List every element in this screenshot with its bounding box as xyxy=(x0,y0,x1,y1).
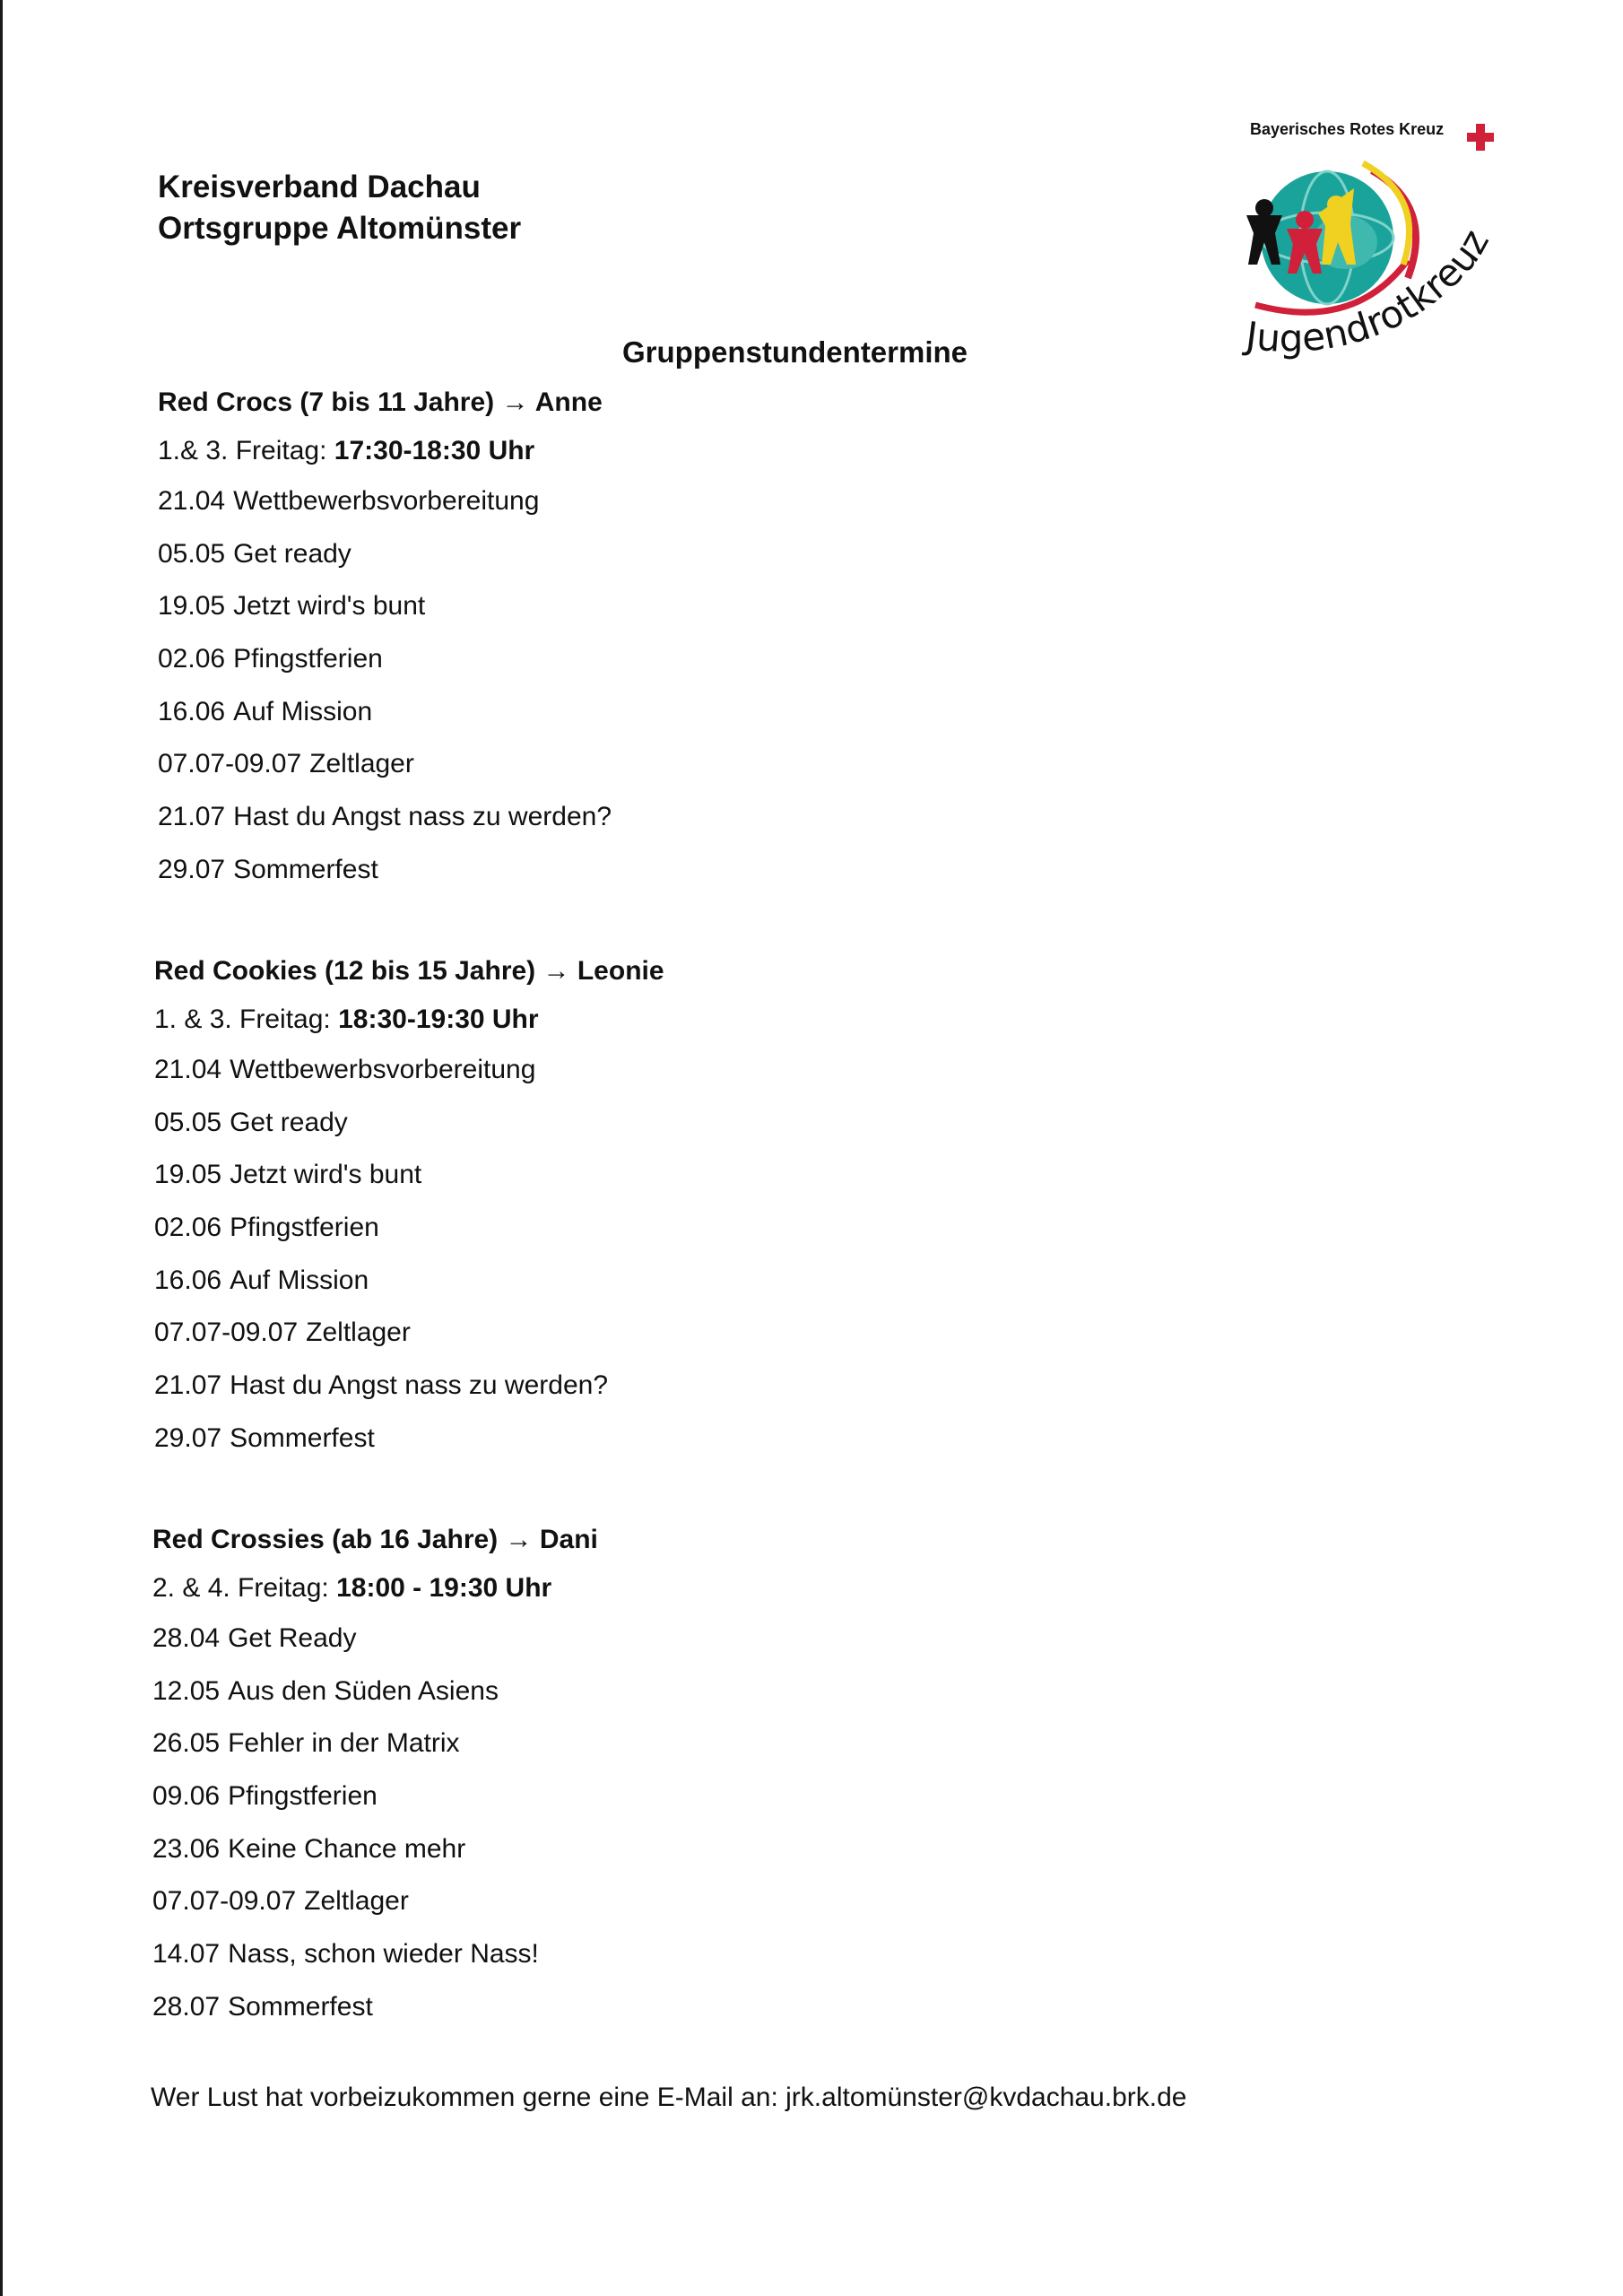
list-item: 14.07 Nass, schon wieder Nass! xyxy=(152,1939,539,1970)
arrow-right-icon: → xyxy=(505,1525,533,1554)
list-item: 02.06 Pfingstferien xyxy=(154,1213,379,1243)
jugendrotkreuz-logo xyxy=(1228,108,1524,377)
time-prefix: 2. & 4. Freitag: xyxy=(152,1573,329,1603)
list-item: 29.07 Sommerfest xyxy=(158,854,378,884)
scan-edge xyxy=(0,0,3,2296)
list-item: 21.04 Wettbewerbsvorbereitung xyxy=(158,486,540,516)
list-item: 21.07 Hast du Angst nass zu werden? xyxy=(158,802,612,832)
list-item: 05.05 Get ready xyxy=(154,1107,348,1137)
list-item: 23.06 Keine Chance mehr xyxy=(152,1833,466,1864)
list-item: 28.04 Get Ready xyxy=(152,1623,357,1653)
document-title: Gruppenstundentermine xyxy=(622,335,968,369)
group-heading xyxy=(158,378,612,427)
group-red-crossies xyxy=(152,1516,598,2034)
logo-graphic xyxy=(1228,108,1524,377)
group-leader: Dani xyxy=(539,1525,598,1554)
time-value: 17:30-18:30 Uhr xyxy=(334,436,535,465)
list-item: 09.06 Pfingstferien xyxy=(152,1781,378,1812)
group-heading xyxy=(152,1516,598,1564)
red-cross-icon xyxy=(1467,124,1494,151)
org-line-2: Ortsgruppe Altomünster xyxy=(158,211,522,246)
group-name: Red Cookies (12 bis 15 Jahre) xyxy=(154,956,536,986)
list-item: 28.07 Sommerfest xyxy=(152,1991,373,2022)
contact-email: jrk.altomünster@kvdachau.brk.de xyxy=(785,2083,1187,2112)
group-time xyxy=(154,996,664,1044)
list-item: 12.05 Aus den Süden Asiens xyxy=(152,1675,499,1706)
list-item: 16.06 Auf Mission xyxy=(158,696,373,726)
list-item: 21.04 Wettbewerbsvorbereitung xyxy=(154,1055,536,1084)
group-leader: Anne xyxy=(534,387,603,417)
organization-block xyxy=(158,167,521,249)
list-item: 07.07-09.07 Zeltlager xyxy=(152,1886,409,1917)
group-heading xyxy=(154,947,664,996)
group-leader: Leonie xyxy=(577,956,664,986)
group-name: Red Crossies (ab 16 Jahre) xyxy=(152,1525,499,1554)
list-item: 26.05 Fehler in der Matrix xyxy=(152,1728,460,1759)
list-item: 21.07 Hast du Angst nass zu werden? xyxy=(154,1370,608,1401)
logo-arc-text: Jugendrotkreuz xyxy=(1243,222,1497,361)
list-item: 19.05 Jetzt wird's bunt xyxy=(154,1160,422,1190)
list-item: 19.05 Jetzt wird's bunt xyxy=(158,591,426,622)
list-item: 05.05 Get ready xyxy=(158,538,352,569)
list-item: 02.06 Pfingstferien xyxy=(158,644,383,674)
footer-contact xyxy=(151,2083,1186,2113)
group-red-cookies xyxy=(154,947,664,1465)
time-value: 18:00 - 19:30 Uhr xyxy=(336,1573,552,1603)
arrow-right-icon: → xyxy=(542,956,570,986)
footer-text: Wer Lust hat vorbeizukommen gerne eine E-Mail an: xyxy=(151,2083,778,2112)
list-item: 07.07-09.07 Zeltlager xyxy=(158,749,414,779)
time-value: 18:30-19:30 Uhr xyxy=(338,1004,539,1034)
logo-top-text: Bayerisches Rotes Kreuz xyxy=(1250,120,1445,138)
group-time xyxy=(158,427,612,475)
group-time xyxy=(152,1564,598,1613)
time-prefix: 1.& 3. Freitag: xyxy=(158,436,327,465)
list-item: 07.07-09.07 Zeltlager xyxy=(154,1318,411,1348)
time-prefix: 1. & 3. Freitag: xyxy=(154,1004,331,1034)
arrow-right-icon: → xyxy=(501,387,529,417)
list-item: 16.06 Auf Mission xyxy=(154,1265,369,1295)
group-name: Red Crocs (7 bis 11 Jahre) xyxy=(158,387,495,417)
group-red-crocs xyxy=(158,378,612,897)
list-item: 29.07 Sommerfest xyxy=(154,1422,375,1453)
org-line-1: Kreisverband Dachau xyxy=(158,170,481,204)
